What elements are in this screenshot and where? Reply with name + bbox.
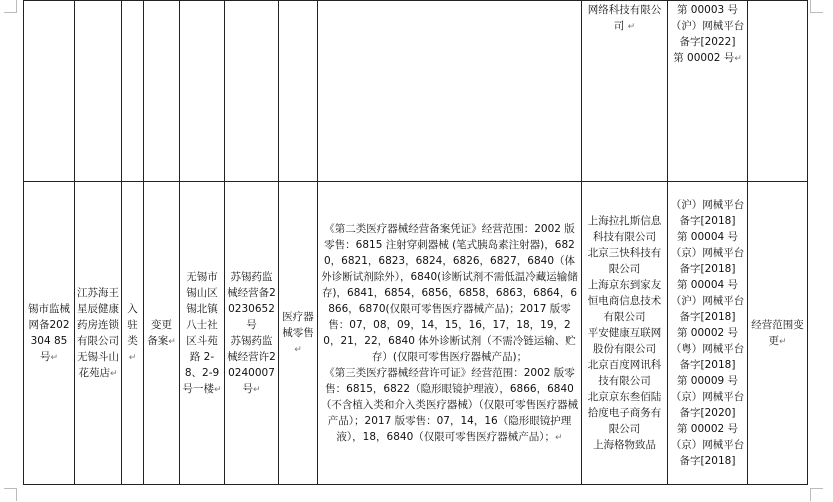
crop-mark-bottom-left	[4, 488, 17, 501]
table-row	[24, 182, 808, 485]
cell-company	[75, 1, 122, 182]
cell-platform-company: 上海拉扎斯信息科技有限公司 北京三快科技有限公司 上海京东到家友恒电商信息技术有限公司 平安健康互联网股份有限公司 北京百度网讯科技有限公司 北京京东叁佰陆拾度电子商务有限公司 上海格物致品	[582, 182, 668, 485]
cell-retail: 医疗器械零售↵	[279, 182, 318, 485]
cell-category: 入驻类↵	[122, 182, 144, 485]
cell-platform-company: 网络科技有限公司 ↵	[582, 1, 668, 182]
cell-remark	[748, 1, 808, 182]
cell-remark: 经营范围变更↵	[748, 182, 808, 485]
cell-license	[225, 1, 279, 182]
cell-region	[24, 1, 75, 182]
cell-scope: 《第二类医疗器械经营备案凭证》经营范围：2002 版零售：6815 注射穿刺器械 (笔式胰岛素注射器)，6820，6821，6823，6824，6826，6827，6840（体外诊断试剂除外），6840(诊断试剂不需低温冷藏运输储存)，6841，6854，6856，6858，6863，6864，6866，6870(仅限可零售医疗器械产品)；2017 版零售：07，08，09，14，15，16，17，18，19，20，21，22，6840 体外诊断试剂（不需冷链运输、贮存）(仅限可零售医疗器械产品)； 《第三类医疗器械经营许可证》经营范围：2002 版零售：6815，6822（隐形眼镜护理液），6866，6840（不含植入类和介入类医疗器械）（仅限可零售医疗器械产品）；2017 版零售：07，14，16（隐形眼镜护理液），18，6840（仅限可零售医疗器械产品）；↵	[318, 182, 582, 485]
table-row	[24, 1, 808, 182]
cell-category	[122, 1, 144, 182]
filing-table	[23, 0, 808, 485]
cell-address	[180, 1, 225, 182]
cell-change-type	[144, 1, 180, 182]
crop-mark-top-left	[4, 0, 17, 13]
crop-mark-bottom-right	[810, 488, 823, 501]
cell-filing-number: （沪）网械平台备字[2018] 第 00004 号 （京）网械平台备字[2018] 第 00004 号 （沪）网械平台备字[2018] 第 00002 号 （粤）网械平台备字[2018] 第 00009 号 （京）网械平台备字[2020] 第 00002 号 （京）网械平台备字[2018]	[668, 182, 748, 485]
cell-address: 无锡市锡山区锡北镇八士社区斗苑路 2-8、2-9 号一楼↵	[180, 182, 225, 485]
cell-company: 江苏海王星辰健康药房连锁有限公司无锡斗山花苑店↵	[75, 182, 122, 485]
cell-license: 苏锡药监械经营备20230652 号 苏锡药监械经营许20240007 号↵	[225, 182, 279, 485]
crop-mark-top-right	[810, 0, 823, 13]
cell-scope	[318, 1, 582, 182]
cell-retail	[279, 1, 318, 182]
cell-filing-number: 第 00003 号 （沪）网械平台备字[2022] 第 00002 号↵	[668, 1, 748, 182]
cell-region: 锡市监械网备202304 85 号↵	[24, 182, 75, 485]
cell-change-type: 变更备案↵	[144, 182, 180, 485]
